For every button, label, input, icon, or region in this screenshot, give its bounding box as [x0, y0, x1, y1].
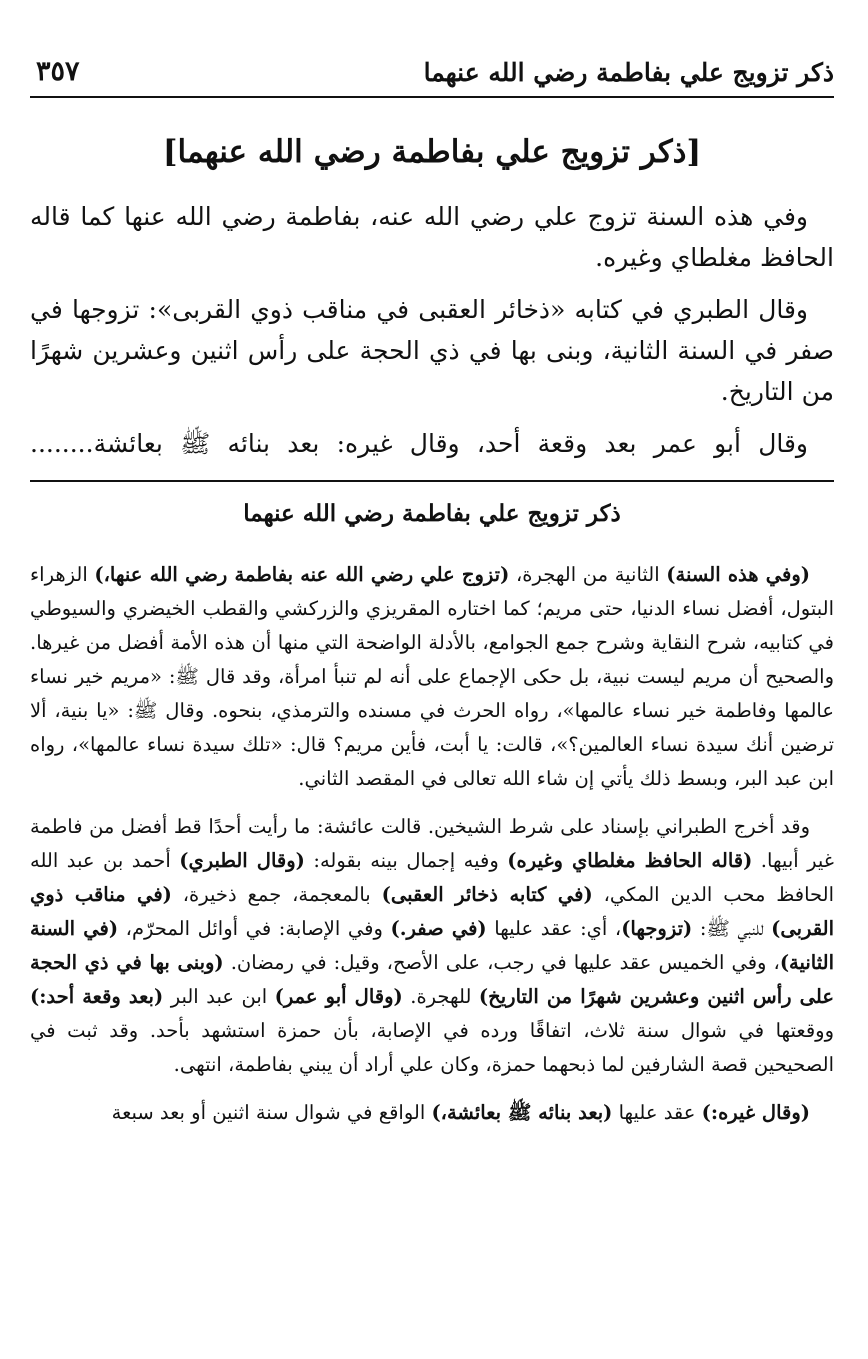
quoted-lemma: (في كتابه ذخائر العقبى)	[381, 883, 593, 906]
quoted-lemma: (تزوج علي رضي الله عنه بفاطمة رضي الله عنها،)	[94, 563, 510, 586]
running-title: ذكر تزويج علي بفاطمة رضي الله عنهما	[423, 58, 834, 87]
commentary-run: وفيه إجمال بينه بقوله:	[304, 849, 508, 872]
main-text	[30, 196, 834, 475]
commentary-heading: ذكر تزويج علي بفاطمة رضي الله عنهما	[243, 500, 621, 527]
quoted-lemma: (وقال غيره:)	[701, 1101, 810, 1124]
commentary-paragraph	[30, 558, 834, 796]
quoted-lemma: (قاله الحافظ مغلطاي وغيره)	[507, 849, 753, 872]
commentary-run: وقد أخرج الطبراني بإسناد على شرط الشيخين. قالت عائشة: ما رأيت أحدًا قط أفضل من فاطمة غير أبيها.	[30, 815, 834, 872]
main-text-paragraph: وفي هذه السنة تزوج علي رضي الله عنه، بفاطمة رضي الله عنها كما قاله الحافظ مغلطاي وغيره.	[30, 202, 834, 272]
page	[30, 0, 834, 1359]
commentary-run: أحمد بن عبد الله الحافظ محب الدين المكي،	[30, 849, 835, 906]
main-text-paragraph: وقال أبو عمر بعد وقعة أحد، وقال غيره: بعد بنائه ﷺ بعائشة........	[30, 429, 808, 458]
quoted-lemma: (في مناقب ذوي القربى)	[30, 883, 834, 940]
commentary-run: عقد عليها	[612, 1101, 702, 1124]
quoted-lemma: (في السنة الثانية)	[30, 917, 834, 974]
page-number: ٣٥٧	[36, 56, 80, 87]
quoted-lemma: (تزوجها)	[621, 917, 693, 940]
commentary-run: الواقع في شوال سنة اثنين أو بعد سبعة	[111, 1101, 432, 1124]
quoted-lemma: (بعد وقعة أحد:)	[30, 985, 164, 1008]
quoted-lemma: (وفي هذه السنة)	[666, 563, 811, 586]
commentary-paragraph	[30, 810, 834, 1082]
commentary-run: الزهراء البتول، أفضل نساء الدنيا، حتى مريم؛ كما اختاره المقريزي والزركشي والقطب الخيضري والسيوطي في كتابيه، شرح النقاية وشرح جمع الجوامع، بالأدلة الواضحة التي منها أن هذه الأمة أفضل من غيرها. والصحيح أن مريم ليست نبية، بل حكى الإجماع على أنه لم تنبأ امرأة، وقد قال ﷺ: «مريم خير نساء عالمها وفاطمة خير نساء عالمها»، رواه الحرث في مسنده والترمذي، بنحوه. وقال ﷺ: «يا بنية، ألا ترضين أنك سيدة نساء العالمين؟»، قالت: يا أبت، فأين مريم؟ قال: «تلك سيدة نساء عالمها»، رواه ابن عبد البر، وبسط ذلك يأتي إن شاء الله تعالى في المقصد الثاني.	[30, 563, 834, 790]
section-divider	[30, 480, 834, 482]
chapter-heading: [ذكر تزويج علي بفاطمة رضي الله عنهما]	[162, 134, 702, 170]
quoted-lemma: (وقال الطبري)	[179, 849, 305, 872]
commentary-run: وفي الإصابة: في أوائل المحرّم،	[118, 917, 391, 940]
commentary-run: بالمعجمة، جمع ذخيرة،	[171, 883, 382, 906]
commentary-paragraph	[30, 1096, 834, 1130]
commentary-run: الثانية من الهجرة،	[509, 563, 667, 586]
main-text-paragraph: وقال الطبري في كتابه «ذخائر العقبى في مناقب ذوي القربى»: تزوجها في صفر في السنة الثانية، وبنى بها في ذي الحجة على رأس اثنين وعشرين شهرًا من التاريخ.	[30, 295, 834, 406]
commentary-text	[30, 558, 834, 1144]
quoted-lemma: (وقال أبو عمر)	[274, 985, 403, 1008]
running-header	[30, 56, 834, 98]
quoted-lemma: (بعد بنائه ﷺ بعائشة،)	[431, 1101, 613, 1124]
commentary-run: ، وفي الخميس عقد عليها في رجب، على الأصح، وقيل: في رمضان.	[223, 951, 780, 974]
commentary-run: للنبي ﷺ:	[692, 917, 772, 940]
commentary-run: ، أي: عقد عليها	[486, 917, 622, 940]
commentary-run: ابن عبد البر	[163, 985, 275, 1008]
quoted-lemma: (في صفر.)	[390, 917, 487, 940]
commentary-run: للهجرة.	[402, 985, 479, 1008]
quoted-lemma: (وبنى بها في ذي الحجة على رأس اثنين وعشرين شهرًا من التاريخ)	[30, 951, 835, 1008]
commentary-run: ووقعتها في شوال سنة ثلاث، اتفاقًا ورده في الإصابة، بأن حمزة استشهد بأحد. وقد ثبت في الصحيحين قصة الشارفين لما ذبحهما حمزة، وكان علي أراد أن يبني بفاطمة، انتهى.	[30, 1019, 834, 1076]
